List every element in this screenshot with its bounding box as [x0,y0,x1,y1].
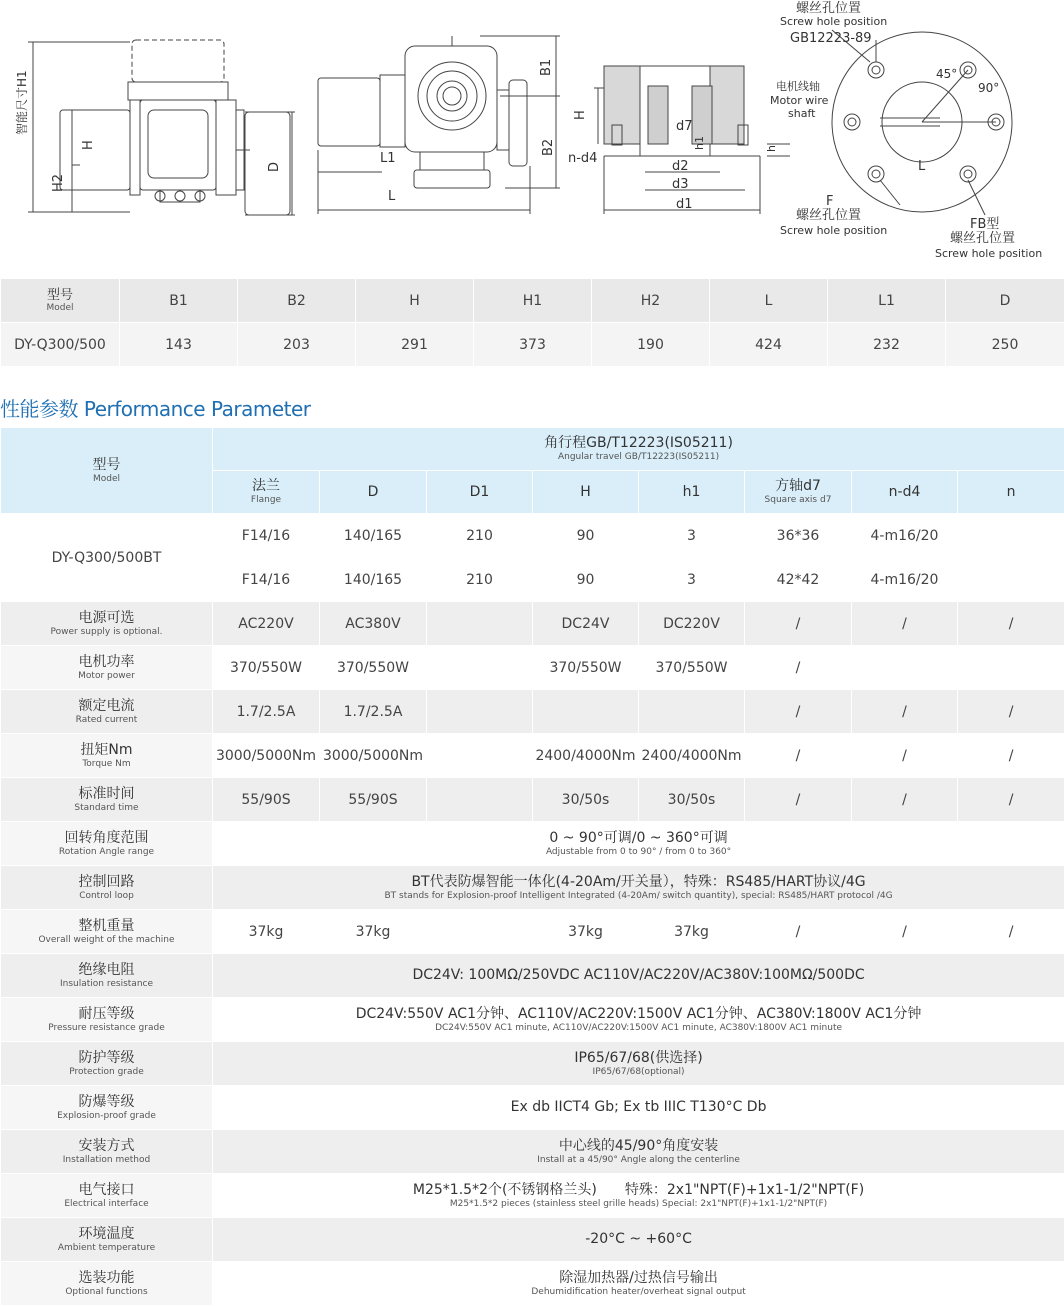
perf-model-header: 型号 Model [1,428,213,514]
cell: 370/550W [213,646,320,690]
label-d3: d3 [672,177,689,192]
cell [427,646,533,690]
cell: 37kg [213,910,320,954]
row-label: 安装方式 Installation method [1,1130,213,1174]
perf-row-standard-time [1,778,1064,822]
row-label: 扭矩Nm Torque Nm [1,734,213,778]
row-label: 电气接口 Electrical interface [1,1174,213,1218]
cell: 210 [427,514,533,558]
label-gb: GB12223-89 [790,31,872,46]
dim-model-header: 型号 Model [1,279,120,323]
label-deg45: 45° [936,67,957,81]
label-f: F [826,194,833,209]
dim-header: B1 [120,279,238,323]
merged-cell: M25*1.5*2个(不锈钢格兰头) 特殊：2x1"NPT(F)+1x1-1/2"NPT(F) M25*1.5*2 pieces (stainless steel grille heads) Special: 2x1"NPT(F)+1x1-1/2"NPT(F) [213,1174,1064,1218]
cell [958,558,1064,602]
label-h1-cn: 智能尺寸H1 [14,70,29,135]
dim-header: D [946,279,1064,323]
perf-row-insulation [1,954,1064,998]
cell: / [958,778,1064,822]
label-screw-cn-bottom: 螺丝孔位置 [796,207,861,223]
cell: / [745,734,852,778]
merged-cell: BT代表防爆智能一体化(4-20Am/开关量），特殊：RS485/HART协议/4G BT stands for Explosion-proof Intelligent Integrated (4-20Am/ switch quantity), special: RS485/HART protocol /4G [213,866,1064,910]
perf-col-d1: D1 [427,471,533,514]
cell: / [852,910,958,954]
label-h1-small: h1 [693,136,706,150]
cell: 370/550W [320,646,427,690]
row-label: 额定电流 Rated current [1,690,213,734]
label-h: H [81,140,96,150]
perf-row-pressure [1,998,1064,1042]
dim-header: H [356,279,474,323]
label-l-circle: L [918,159,926,174]
merged-cell: Ex db IICT4 Gb; Ex tb IIIC T130°C Db [213,1086,1064,1130]
dimension-header-row [1,279,1064,323]
row-label: 整机重量 Overall weight of the machine [1,910,213,954]
merged-cell: 除湿加热器/过热信号输出 Dehumidification heater/overheat signal output [213,1262,1064,1306]
perf-row-rotation [1,822,1064,866]
merged-cell: DC24V: 100MΩ/250VDC AC110V/AC220V/AC380V:100MΩ/500DC [213,954,1064,998]
row-label: 环境温度 Ambient temperature [1,1218,213,1262]
cell [427,734,533,778]
cell: / [745,910,852,954]
cell [427,690,533,734]
flange-top-drawing [832,30,1012,215]
cell: 55/90S [213,778,320,822]
cell: 4-m16/20 [852,558,958,602]
dim-value: 143 [120,323,238,367]
cell: 30/50s [533,778,639,822]
drawing-canvas [0,0,1064,270]
cell: / [745,646,852,690]
label-h-small: h [765,145,778,152]
dim-value: 190 [592,323,710,367]
cell [427,910,533,954]
cell: 140/165 [320,514,427,558]
dim-value: 291 [356,323,474,367]
cell: F14/16 [213,514,320,558]
cell: / [852,778,958,822]
label-motor-en1: Motor wire [770,94,829,107]
perf-row-explosion [1,1086,1064,1130]
cell: 2400/4000Nm [639,734,745,778]
cell: 37kg [320,910,427,954]
label-screw-en-top: Screw hole position [780,15,887,28]
row-label: 防爆等级 Explosion-proof grade [1,1086,213,1130]
cell: / [852,734,958,778]
label-small-h: H [573,110,588,120]
cell [958,514,1064,558]
dim-value: 424 [710,323,828,367]
perf-row-install [1,1130,1064,1174]
label-motor-cn: 电机线轴 [776,79,820,93]
flange-section-drawing [594,66,790,214]
performance-table [0,427,1064,1306]
cell: 210 [427,558,533,602]
perf-row-weight [1,910,1064,954]
label-screw-cn-fb: 螺丝孔位置 [950,230,1015,246]
dimension-table [0,278,1064,367]
cell [958,646,1064,690]
cell: DC24V [533,602,639,646]
dimension-value-row [1,323,1064,367]
label-motor-en2: shaft [788,107,816,120]
front-view-drawing [318,36,560,214]
cell: 90 [533,514,639,558]
cell: / [958,734,1064,778]
perf-header-row-1 [1,428,1064,471]
cell: 90 [533,558,639,602]
cell: DC220V [639,602,745,646]
cell: AC220V [213,602,320,646]
label-d7: d7 [676,119,693,134]
row-label: 绝缘电阻 Insulation resistance [1,954,213,998]
label-b2: B2 [541,139,556,156]
cell: / [958,910,1064,954]
cell: 30/50s [639,778,745,822]
cell [852,646,958,690]
perf-row-control-loop [1,866,1064,910]
label-screw-en-fb: Screw hole position [935,247,1042,260]
row-label: 控制回路 Control loop [1,866,213,910]
perf-col-n: n [958,471,1064,514]
row-label: 电机功率 Motor power [1,646,213,690]
merged-cell: 中心线的45/90°角度安装 Install at a 45/90° Angle along the centerline [213,1130,1064,1174]
label-screw-cn-top: 螺丝孔位置 [796,0,861,16]
merged-cell: IP65/67/68(供选择) IP65/67/68(optional) [213,1042,1064,1086]
cell: 3000/5000Nm [213,734,320,778]
cell: 140/165 [320,558,427,602]
merged-cell: -20°C ~ +60°C [213,1218,1064,1262]
cell: 37kg [533,910,639,954]
cell: 37kg [639,910,745,954]
perf-row-optional [1,1262,1064,1306]
cell: 42*42 [745,558,852,602]
label-d2: d2 [672,159,689,174]
dim-header: B2 [238,279,356,323]
cell [427,778,533,822]
cell: 1.7/2.5A [213,690,320,734]
row-label: 回转角度范围 Rotation Angle range [1,822,213,866]
technical-drawings [0,0,1064,270]
cell [427,602,533,646]
row-label: 耐压等级 Pressure resistance grade [1,998,213,1042]
label-screw-en-bottom: Screw hole position [780,224,887,237]
perf-col-d7: 方轴d7 Square axis d7 [745,471,852,514]
label-fb: FB型 [970,216,999,232]
dim-header: L1 [828,279,946,323]
row-label: 选装功能 Optional functions [1,1262,213,1306]
merged-cell: 0 ~ 90°可调/0 ~ 360°可调 Adjustable from 0 to 90° / from 0 to 360° [213,822,1064,866]
label-deg90: 90° [978,81,999,95]
label-h2: H2 [51,174,66,192]
cell: 3000/5000Nm [320,734,427,778]
cell: 3 [639,514,745,558]
section-title: 性能参数 Performance Parameter [0,393,311,422]
label-nd4: n-d4 [568,151,597,166]
cell: 1.7/2.5A [320,690,427,734]
dim-value: 232 [828,323,946,367]
perf-col-h: H [533,471,639,514]
row-label: 电源可选 Power supply is optional. [1,602,213,646]
dim-value: 373 [474,323,592,367]
perf-row-protection [1,1042,1064,1086]
cell: 370/550W [639,646,745,690]
cell: / [958,690,1064,734]
label-d1: d1 [676,197,693,212]
cell: / [958,602,1064,646]
dim-value: 203 [238,323,356,367]
cell: 370/550W [533,646,639,690]
perf-row-ambient [1,1218,1064,1262]
cell: / [745,778,852,822]
perf-row-power-supply [1,602,1064,646]
cell: 4-m16/20 [852,514,958,558]
cell: / [852,602,958,646]
cell: F14/16 [213,558,320,602]
perf-col-d: D [320,471,427,514]
dim-model-value: DY-Q300/500 [1,323,120,367]
label-d: D [267,162,282,172]
perf-row-rated-current [1,690,1064,734]
perf-group-header: 角行程GB/T12223(IS05211) Angular travel GB/T12223(IS05211) [213,428,1064,471]
cell [533,690,639,734]
cell: AC380V [320,602,427,646]
perf-col-flange: 法兰 Flange [213,471,320,514]
cell: / [745,602,852,646]
cell: 55/90S [320,778,427,822]
dim-value: 250 [946,323,1064,367]
dim-header: H1 [474,279,592,323]
side-view-drawing [28,40,295,215]
perf-col-h1: h1 [639,471,745,514]
row-label: 防护等级 Protection grade [1,1042,213,1086]
perf-row-torque [1,734,1064,778]
cell [639,690,745,734]
merged-cell: DC24V:550V AC1分钟、AC110V/AC220V:1500V AC1分钟、AC380V:1800V AC1分钟 DC24V:550V AC1 minute, AC110V/AC220V:1500V AC1 minute, AC380V:1800V AC1 minute [213,998,1064,1042]
dim-header: H2 [592,279,710,323]
cell: / [745,690,852,734]
dim-header: L [710,279,828,323]
label-b1: B1 [539,59,554,76]
perf-row-motor-power [1,646,1064,690]
perf-col-nd4: n-d4 [852,471,958,514]
cell: / [852,690,958,734]
perf-row-electrical [1,1174,1064,1218]
label-l1: L1 [380,151,396,166]
cell: 3 [639,558,745,602]
row-label: 标准时间 Standard time [1,778,213,822]
perf-model-row-1 [1,514,1064,558]
label-l: L [388,189,396,204]
cell: 2400/4000Nm [533,734,639,778]
cell: 36*36 [745,514,852,558]
perf-model-name: DY-Q300/500BT [1,514,213,602]
